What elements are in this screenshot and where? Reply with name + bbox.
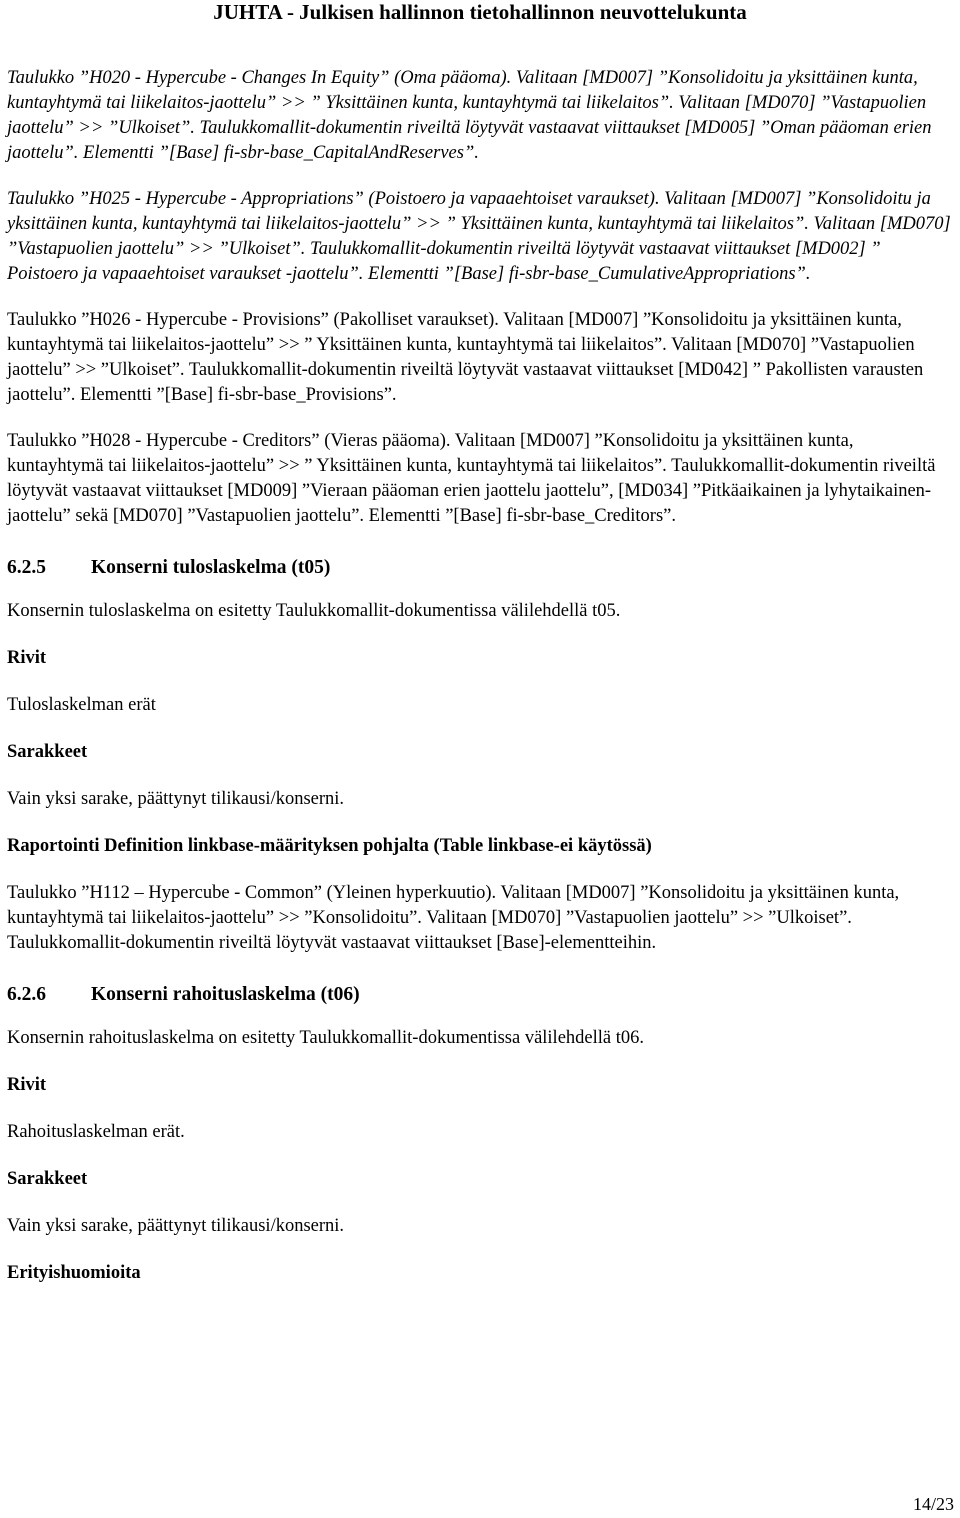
sarakkeet-text: Vain yksi sarake, päättynyt tilikausi/konserni. bbox=[7, 1216, 345, 1236]
rivit-label: Rivit bbox=[7, 1075, 47, 1095]
paragraph-h025: Taulukko ”H025 - Hypercube - Appropriations” (Poistoero ja vapaaehtoiset varaukset). Valitaan [MD007] ”Konsolidoitu ja yksittäinen kunta, kuntayhtymä tai liikelaitos-jaottelu” >> ” Yksittäinen kunta, kuntayhtymä tai liikelaitos”. Valitaan [MD070] ”Vastapuolien jaottelu” >> ”Ulkoiset”. Taulukkomallit-dokumentin riveiltä löytyvät vastaavat viittaukset [MD002] ” Poistoero ja vapaaehtoiset varaukset -jaottelu”. Elementti ”[Base] fi-sbr-base_CumulativeAppropriations”. bbox=[7, 189, 951, 284]
section-heading-625 bbox=[7, 555, 952, 581]
raportointi-text: Taulukko ”H112 – Hypercube - Common” (Yleinen hyperkuutio). Valitaan [MD007] ”Konsolidoitu ja yksittäinen kunta, kuntayhtymä tai liikelaitos-jaottelu” >> ”Konsolidoitu”. Valitaan [MD070] ”Vastapuolien jaottelu” >> ”Ulkoiset”. Taulukkomallit-dokumentin riveiltä löytyvät vastaavat viittaukset [Base]-elementteihin. bbox=[7, 883, 900, 953]
section-heading-626 bbox=[7, 982, 952, 1008]
paragraph-h020: Taulukko ”H020 - Hypercube - Changes In Equity” (Oma pääoma). Valitaan [MD007] ”Konsolidoitu ja yksittäinen kunta, kuntayhtymä tai liikelaitos-jaottelu” >> ” Yksittäinen kunta, kuntayhtymä tai liikelaitos”. Valitaan [MD070] ”Vastapuolien jaottelu” >> ”Ulkoiset”. Taulukkomallit-dokumentin riveiltä löytyvät vastaavat viittaukset [MD005] ”Oman pääoman erien jaottelu”. Elementti ”[Base] fi-sbr-base_CapitalAndReserves”. bbox=[7, 68, 932, 163]
section-number: 6.2.6 bbox=[7, 984, 46, 1005]
raportointi-label: Raportointi Definition linkbase-määrityksen pohjalta (Table linkbase-ei käytössä) bbox=[7, 836, 652, 856]
section-number: 6.2.5 bbox=[7, 557, 46, 578]
section-title: Konserni rahoituslaskelma (t06) bbox=[91, 984, 360, 1005]
rivit-text: Tuloslaskelman erät bbox=[7, 695, 156, 715]
sarakkeet-label: Sarakkeet bbox=[7, 742, 88, 762]
paragraph-h026: Taulukko ”H026 - Hypercube - Provisions” (Pakolliset varaukset). Valitaan [MD007] ”Konsolidoitu ja yksittäinen kunta, kuntayhtymä tai liikelaitos-jaottelu” >> ” Yksittäinen kunta, kuntayhtymä tai liikelaitos”. Valitaan [MD070] ”Vastapuolien jaottelu” >> ”Ulkoiset”. Taulukkomallit-dokumentin riveiltä löytyvät vastaavat viittaukset [MD042] ” Pakollisten varausten jaottelu”. Elementti ”[Base] fi-sbr-base_Provisions”. bbox=[7, 310, 924, 405]
page-number: 14/23 bbox=[912, 1494, 954, 1514]
paragraph-h028: Taulukko ”H028 - Hypercube - Creditors” (Vieras pääoma). Valitaan [MD007] ”Konsolidoitu ja yksittäinen kunta, kuntayhtymä tai liikelaitos-jaottelu” >> ” Yksittäinen kunta, kuntayhtymä tai liikelaitos”. Taulukkomallit-dokumentin riveiltä löytyvät vastaavat viittaukset [MD009] ”Vieraan pääoman erien jaottelu jaottelu”, [MD034] ”Pitkäaikainen ja lyhytaikainen-jaottelu” sekä [MD070] ”Vastapuolien jaottelu”. Elementti ”[Base] fi-sbr-base_Creditors”. bbox=[7, 431, 936, 526]
rivit-text: Rahoituslaskelman erät. bbox=[7, 1122, 185, 1142]
document-body bbox=[7, 66, 952, 1308]
sarakkeet-label: Sarakkeet bbox=[7, 1169, 88, 1189]
erityishuomioita-label: Erityishuomioita bbox=[7, 1263, 141, 1283]
running-header: JUHTA - Julkisen hallinnon tietohallinnon neuvottelukunta bbox=[213, 0, 747, 24]
sarakkeet-text: Vain yksi sarake, päättynyt tilikausi/konserni. bbox=[7, 789, 345, 809]
section-intro: Konsernin rahoituslaskelma on esitetty Taulukkomallit-dokumentissa välilehdellä t06. bbox=[7, 1028, 645, 1048]
rivit-label: Rivit bbox=[7, 648, 47, 668]
section-intro: Konsernin tuloslaskelma on esitetty Taulukkomallit-dokumentissa välilehdellä t05. bbox=[7, 601, 621, 621]
section-title: Konserni tuloslaskelma (t05) bbox=[91, 557, 331, 578]
